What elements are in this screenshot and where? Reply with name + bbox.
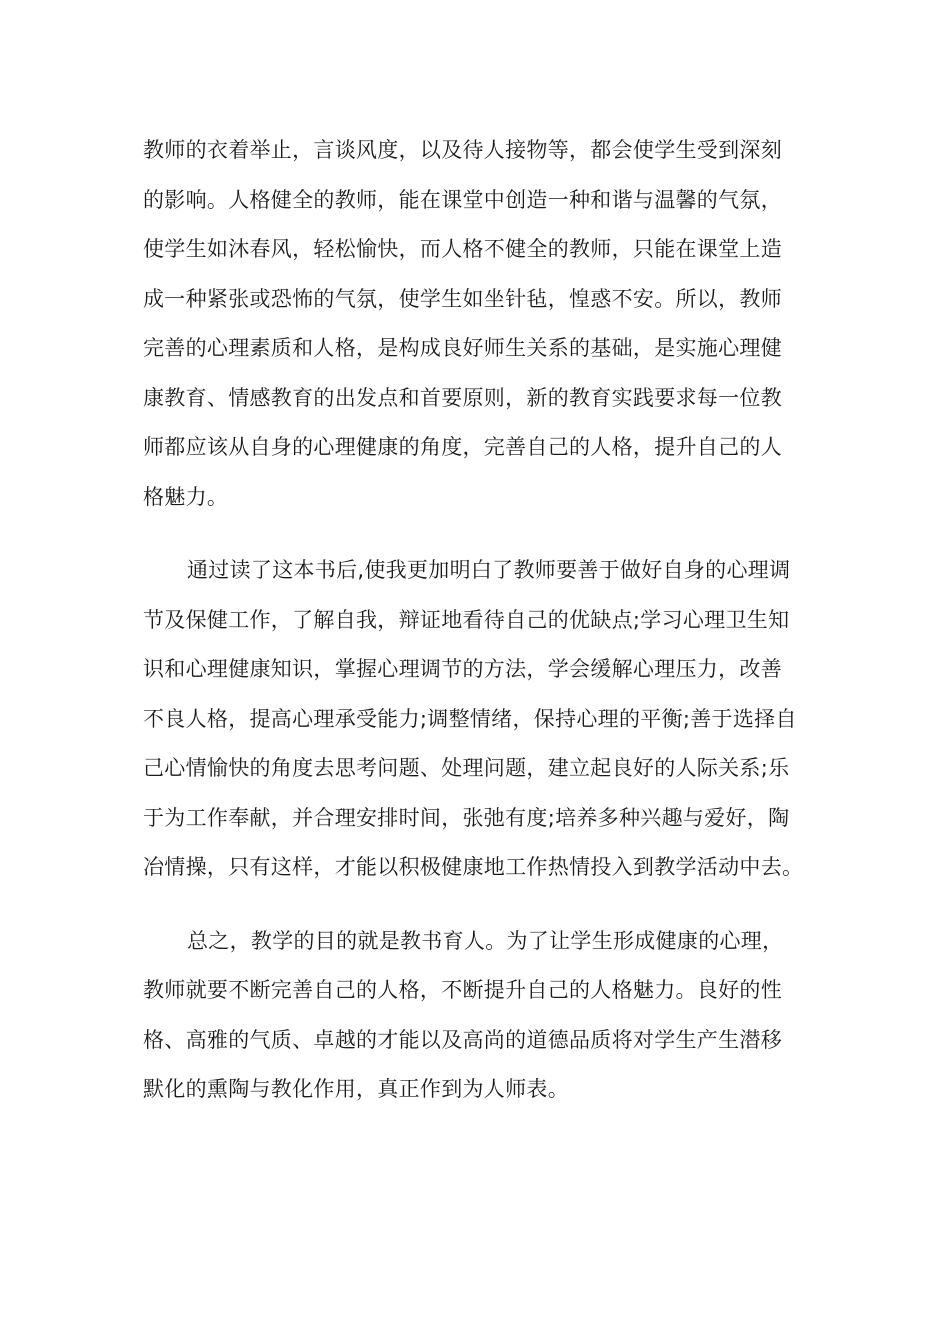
paragraph-3 bbox=[143, 921, 807, 1119]
text-line: 节及保健工作，了解自我，辩证地看待自己的优缺点;学习心理卫生知 bbox=[143, 607, 790, 632]
text-line: 教师就要不断完善自己的人格，不断提升自己的人格魅力。良好的性 bbox=[143, 978, 782, 1002]
text-line: 己心情愉快的角度去思考问题、处理问题，建立起良好的人际关系;乐 bbox=[143, 756, 790, 780]
text-line: 通过读了这本书后,使我更加明白了教师要善于做好自身的心理调 bbox=[187, 558, 791, 582]
text-line: 教师的衣着举止，言谈风度，以及待人接物等，都会使学生受到深刻 bbox=[143, 138, 782, 162]
text-line: 康教育、情感教育的出发点和首要原则，新的教育实践要求每一位教 bbox=[143, 385, 782, 410]
text-line: 冶情操，只有这样，才能以积极健康地工作热情投入到教学活动中去。 bbox=[143, 855, 804, 879]
text-line: 总之，教学的目的就是教书育人。为了让学生形成健康的心理， bbox=[187, 928, 784, 953]
text-line: 默化的熏陶与教化作用，真正作到为人师表。 bbox=[143, 1077, 569, 1101]
text-line: 的影响。人格健全的教师，能在课堂中创造一种和谐与温馨的气氛， bbox=[143, 187, 782, 212]
document-body bbox=[143, 130, 807, 1119]
paragraph-1 bbox=[143, 130, 807, 526]
text-line: 完善的心理素质和人格，是构成良好师生关系的基础，是实施心理健 bbox=[143, 336, 782, 360]
text-line: 成一种紧张或恐怖的气氛，使学生如坐针毡，惶惑不安。所以，教师 bbox=[143, 286, 782, 311]
text-line: 格魅力。 bbox=[143, 484, 229, 509]
text-line: 师都应该从自身的心理健康的角度，完善自己的人格，提升自己的人 bbox=[143, 435, 782, 459]
text-line: 不良人格，提高心理承受能力;调整情绪，保持心理的平衡;善于选择自 bbox=[143, 706, 797, 731]
paragraph-gap bbox=[143, 897, 807, 921]
text-line: 于为工作奉献，并合理安排时间，张弛有度;培养多种兴趣与爱好，陶 bbox=[143, 805, 790, 830]
text-line: 使学生如沐春风，轻松愉快，而人格不健全的教师，只能在课堂上造 bbox=[143, 237, 782, 261]
text-line: 格、高雅的气质、卓越的才能以及高尚的道德品质将对学生产生潜移 bbox=[143, 1027, 782, 1052]
paragraph-2 bbox=[143, 550, 807, 897]
paragraph-gap bbox=[143, 526, 807, 550]
text-line: 识和心理健康知识，掌握心理调节的方法，学会缓解心理压力，改善 bbox=[143, 657, 782, 681]
